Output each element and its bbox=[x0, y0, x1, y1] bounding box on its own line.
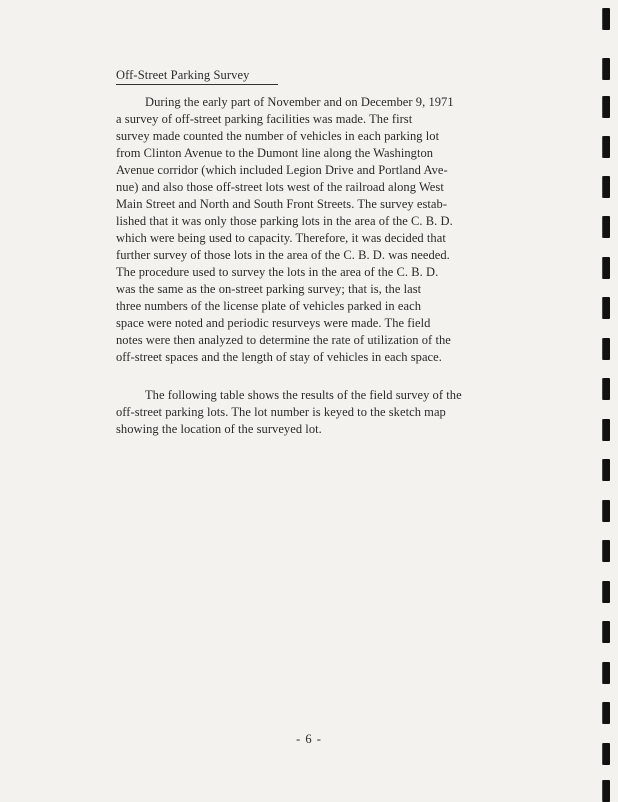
binding-ring bbox=[603, 297, 610, 319]
page-number: - 6 - bbox=[296, 732, 322, 746]
paragraph-line: Avenue corridor (which included Legion Drive and Portland Ave- bbox=[116, 163, 448, 177]
heading-underline bbox=[116, 84, 278, 85]
paragraph-line: nue) and also those off-street lots west of the railroad along West bbox=[116, 180, 444, 194]
binding-ring bbox=[603, 136, 610, 158]
binding-ring bbox=[603, 8, 610, 30]
paragraph-line: was the same as the on-street parking survey; that is, the last bbox=[116, 282, 422, 296]
paragraph-line: which were being used to capacity. Therefore, it was decided that bbox=[116, 231, 446, 245]
binding-ring bbox=[603, 500, 610, 522]
paragraph-line: off-street parking lots. The lot number is keyed to the sketch map bbox=[116, 405, 446, 419]
binding-ring bbox=[603, 459, 610, 481]
paragraph-line: showing the location of the surveyed lot. bbox=[116, 422, 322, 436]
paragraph-line: a survey of off-street parking facilities was made. The first bbox=[116, 112, 413, 126]
paragraph-line: Main Street and North and South Front Streets. The survey estab- bbox=[116, 197, 448, 211]
paragraph-line: notes were then analyzed to determine the rate of utilization of the bbox=[116, 333, 451, 347]
paragraph-line: further survey of those lots in the area of the C. B. D. was needed. bbox=[116, 248, 450, 262]
binding-ring bbox=[603, 780, 610, 802]
binding-ring bbox=[603, 662, 610, 684]
binding-ring bbox=[603, 338, 610, 360]
binding-ring bbox=[603, 96, 610, 118]
binding-ring bbox=[603, 419, 610, 441]
binding-ring bbox=[603, 176, 610, 198]
paragraph-line: The procedure used to survey the lots in the area of the C. B. D. bbox=[116, 265, 439, 279]
spiral-binding bbox=[594, 0, 618, 800]
binding-ring bbox=[603, 621, 610, 643]
binding-ring bbox=[603, 581, 610, 603]
paragraph-line: The following table shows the results of the field survey of the bbox=[145, 388, 462, 402]
paragraph-line: space were noted and periodic resurveys were made. The field bbox=[116, 316, 431, 330]
paragraph-line: survey made counted the number of vehicles in each parking lot bbox=[116, 129, 440, 143]
binding-ring bbox=[603, 257, 610, 279]
binding-ring bbox=[603, 58, 610, 80]
binding-ring bbox=[603, 378, 610, 400]
paragraph-line: During the early part of November and on December 9, 1971 bbox=[145, 95, 454, 109]
paragraph-line: lished that it was only those parking lots in the area of the C. B. D. bbox=[116, 214, 453, 228]
paragraph-line: from Clinton Avenue to the Dumont line along the Washington bbox=[116, 146, 434, 160]
binding-ring bbox=[603, 702, 610, 724]
section-heading: Off-Street Parking Survey bbox=[116, 68, 250, 82]
binding-ring bbox=[603, 216, 610, 238]
paragraph-line: off-street spaces and the length of stay of vehicles in each space. bbox=[116, 350, 442, 364]
binding-ring bbox=[603, 540, 610, 562]
paragraph-line: three numbers of the license plate of vehicles parked in each bbox=[116, 299, 422, 313]
